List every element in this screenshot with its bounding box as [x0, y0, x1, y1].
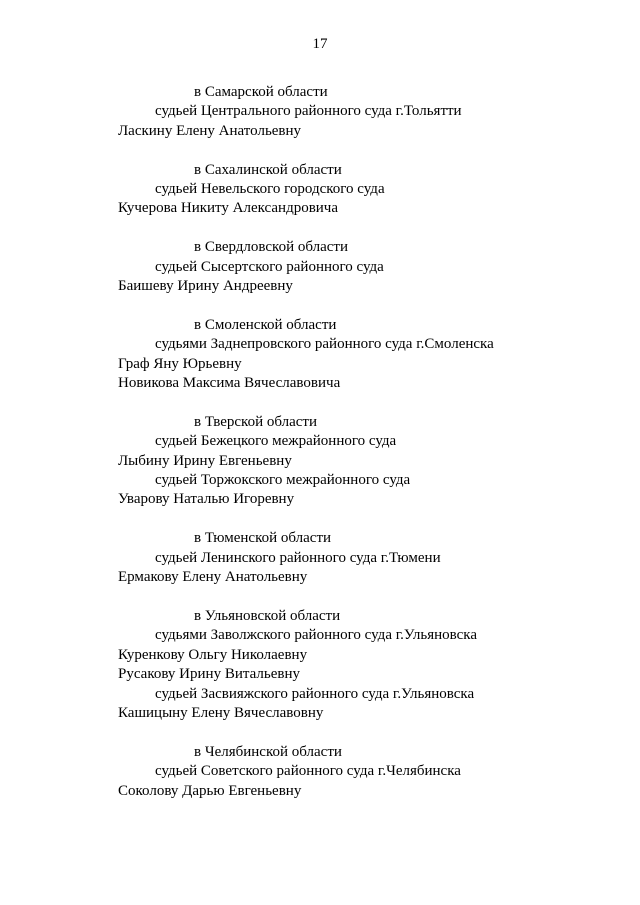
- judge-name: Куренкову Ольгу Николаевну: [118, 646, 308, 663]
- section-chelyabinsk: [118, 743, 618, 801]
- court-line: судьями Заднепровского районного суда г.Смоленска: [155, 336, 494, 353]
- region-heading: в Сахалинской области: [194, 161, 342, 178]
- judge-name: Новикова Максима Вячеславовича: [118, 375, 341, 392]
- region-heading: в Челябинской области: [194, 743, 342, 760]
- judge-name: Граф Яну Юрьевну: [118, 355, 242, 372]
- section-sverdlovsk: [118, 238, 618, 296]
- document-body: [118, 83, 618, 820]
- section-samara: [118, 83, 618, 141]
- judge-name: Кучерова Никиту Александровича: [118, 200, 339, 217]
- region-heading: в Самарской области: [194, 84, 328, 100]
- judge-name: Русакову Ирину Витальевну: [118, 666, 300, 683]
- section-smolensk: [118, 316, 618, 394]
- region-heading: в Ульяновской области: [194, 607, 341, 624]
- section-tyumen: [118, 529, 618, 587]
- judge-name: Ермакову Елену Анатольевну: [118, 569, 308, 586]
- section-ulyanovsk: [118, 607, 618, 723]
- court-line: судьей Советского районного суда г.Челябинска: [155, 763, 461, 780]
- region-heading: в Смоленской области: [194, 316, 337, 333]
- court-line: судьей Торжокского межрайонного суда: [155, 472, 411, 489]
- court-line: судьей Сысертского районного суда: [155, 258, 384, 275]
- region-heading: в Тюменской области: [194, 530, 332, 547]
- court-line: судьей Засвияжского районного суда г.Ульяновска: [155, 685, 475, 702]
- court-line: судьей Ленинского районного суда г.Тюмени: [155, 549, 441, 566]
- region-heading: в Тверской области: [194, 413, 318, 430]
- court-line: судьей Бежецкого межрайонного суда: [155, 433, 397, 450]
- court-line: судьей Центрального районного суда г.Тольятти: [155, 103, 462, 120]
- judge-name: Баишеву Ирину Андреевну: [118, 278, 293, 295]
- region-heading: в Свердловской области: [194, 239, 349, 256]
- judge-name: Кашицыну Елену Вячеславовну: [118, 704, 324, 721]
- page-number: 17: [312, 36, 328, 52]
- judge-name: Лыбину Ирину Евгеньевну: [118, 452, 292, 469]
- judge-name: Ласкину Елену Анатольевну: [118, 122, 302, 139]
- court-line: судьей Невельского городского суда: [155, 181, 385, 198]
- court-line: судьями Заволжского районного суда г.Ульяновска: [155, 627, 477, 644]
- section-sakhalin: [118, 161, 618, 219]
- section-tver: [118, 413, 618, 510]
- judge-name: Соколову Дарью Евгеньевну: [118, 782, 302, 799]
- judge-name: Уварову Наталью Игоревну: [118, 491, 295, 508]
